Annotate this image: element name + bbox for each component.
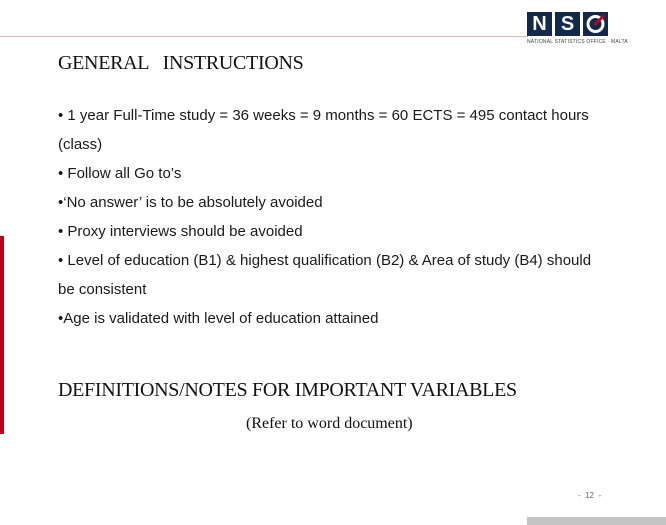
instruction-item: • Level of education (B1) & highest qualification (B2) & Area of study (B4) should be consistent (58, 252, 592, 298)
logo-swirl-icon (583, 12, 608, 36)
instruction-item: •‘No answer’ is to be absolutely avoided (58, 194, 323, 211)
logo-letter-o (583, 12, 608, 36)
page-number-value: 12 (585, 491, 595, 500)
instruction-list (58, 101, 598, 333)
page-title: GENERAL INSTRUCTIONS (58, 52, 304, 74)
page-number-dash-left: - (578, 491, 586, 500)
instruction-item: • Follow all Go to’s (58, 165, 182, 182)
logo-letter-boxes (527, 12, 623, 36)
logo-caption: NATIONAL STATISTICS OFFICE · MALTA (527, 39, 628, 45)
page-number (578, 491, 601, 500)
definitions-subheading: (Refer to word document) (246, 415, 413, 432)
logo-letter-n: N (527, 12, 552, 36)
instruction-item: •Age is validated with level of education attained (58, 310, 379, 327)
instruction-item: • 1 year Full-Time study = 36 weeks = 9 months = 60 ECTS = 495 contact hours (class) (58, 107, 589, 153)
definitions-heading: DEFINITIONS/NOTES FOR IMPORTANT VARIABLES (58, 379, 517, 401)
top-divider (0, 36, 528, 37)
left-accent-bar (0, 236, 4, 434)
instruction-item: • Proxy interviews should be avoided (58, 223, 303, 240)
nso-logo (527, 12, 628, 52)
page-number-dash-right: - (594, 491, 602, 500)
logo-letter-s: S (555, 12, 580, 36)
footer-bar (527, 517, 666, 525)
